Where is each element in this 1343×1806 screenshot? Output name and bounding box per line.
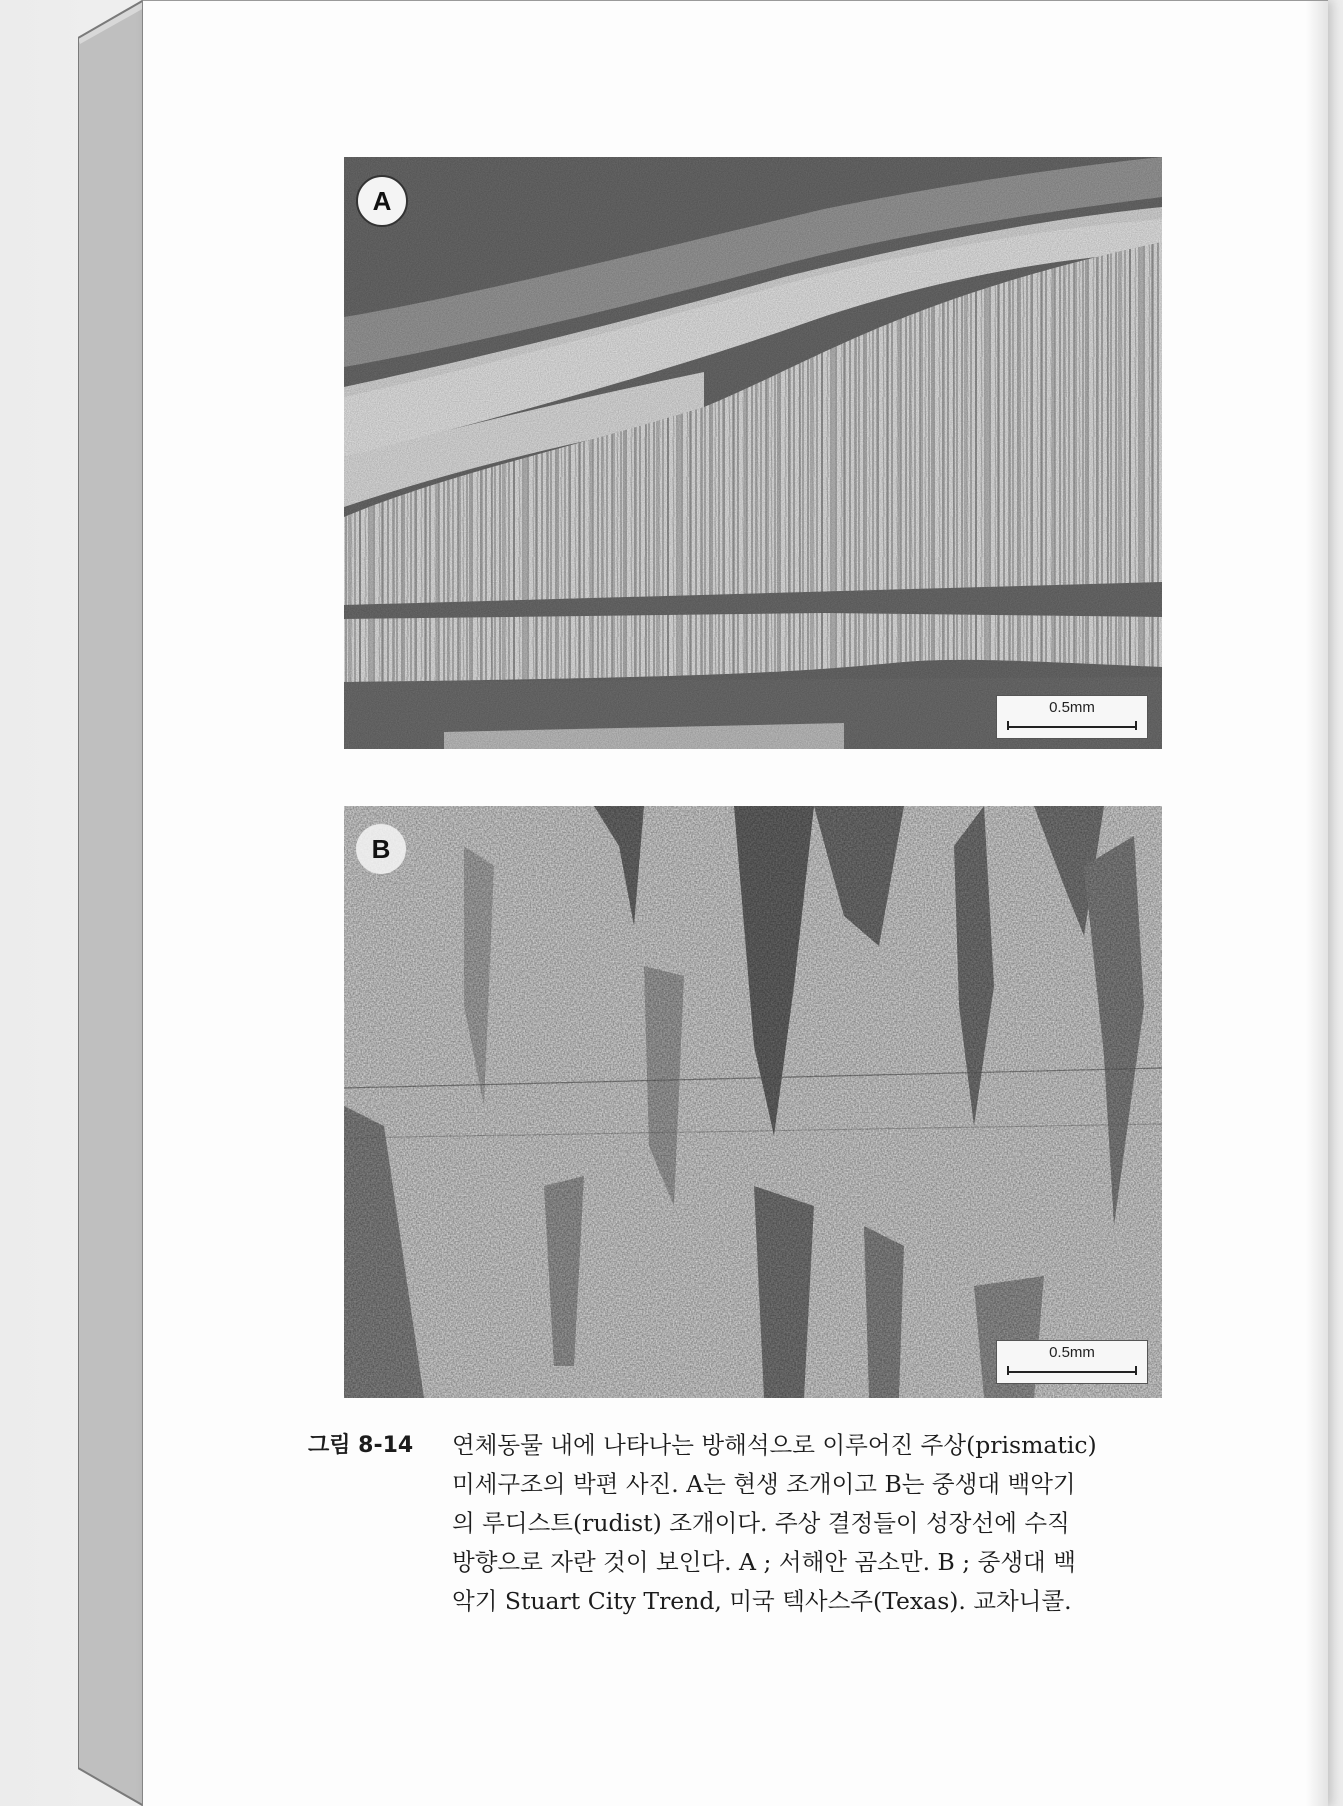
caption-line-4: 방향으로 자란 것이 보인다. A ; 서해안 곰소만. B ; 중생대 백	[452, 1548, 1076, 1576]
figure-number: 그림 8-14	[308, 1433, 414, 1458]
scale-bar-a	[996, 695, 1148, 739]
caption-line-2: 미세구조의 박편 사진. A는 현생 조개이고 B는 중생대 백악기	[452, 1470, 1076, 1498]
micrograph-a-image	[344, 157, 1162, 749]
micrograph-b-image	[344, 806, 1162, 1398]
scale-bar-a-label: 0.5mm	[1049, 699, 1095, 716]
scale-bar-b-label: 0.5mm	[1049, 1344, 1095, 1361]
book-spine	[78, 0, 146, 1806]
caption-line-1: 연체동물 내에 나타나는 방해석으로 이루어진 주상(prismatic)	[452, 1431, 1097, 1459]
micrograph-b	[344, 806, 1162, 1398]
scale-bar-a-line	[1007, 726, 1137, 728]
micrograph-a	[344, 157, 1162, 749]
caption-line-3: 의 루디스트(rudist) 조개이다. 주상 결정들이 성장선에 수직	[452, 1509, 1070, 1537]
scale-bar-b	[996, 1340, 1148, 1384]
panel-label-a: A	[356, 175, 408, 227]
panel-label-b: B	[356, 824, 406, 874]
scale-bar-b-line	[1007, 1371, 1137, 1373]
caption-line-5: 악기 Stuart City Trend, 미국 텍사스주(Texas). 교차니콜.	[452, 1587, 1072, 1615]
page-edge-shadow	[1306, 1, 1328, 1806]
